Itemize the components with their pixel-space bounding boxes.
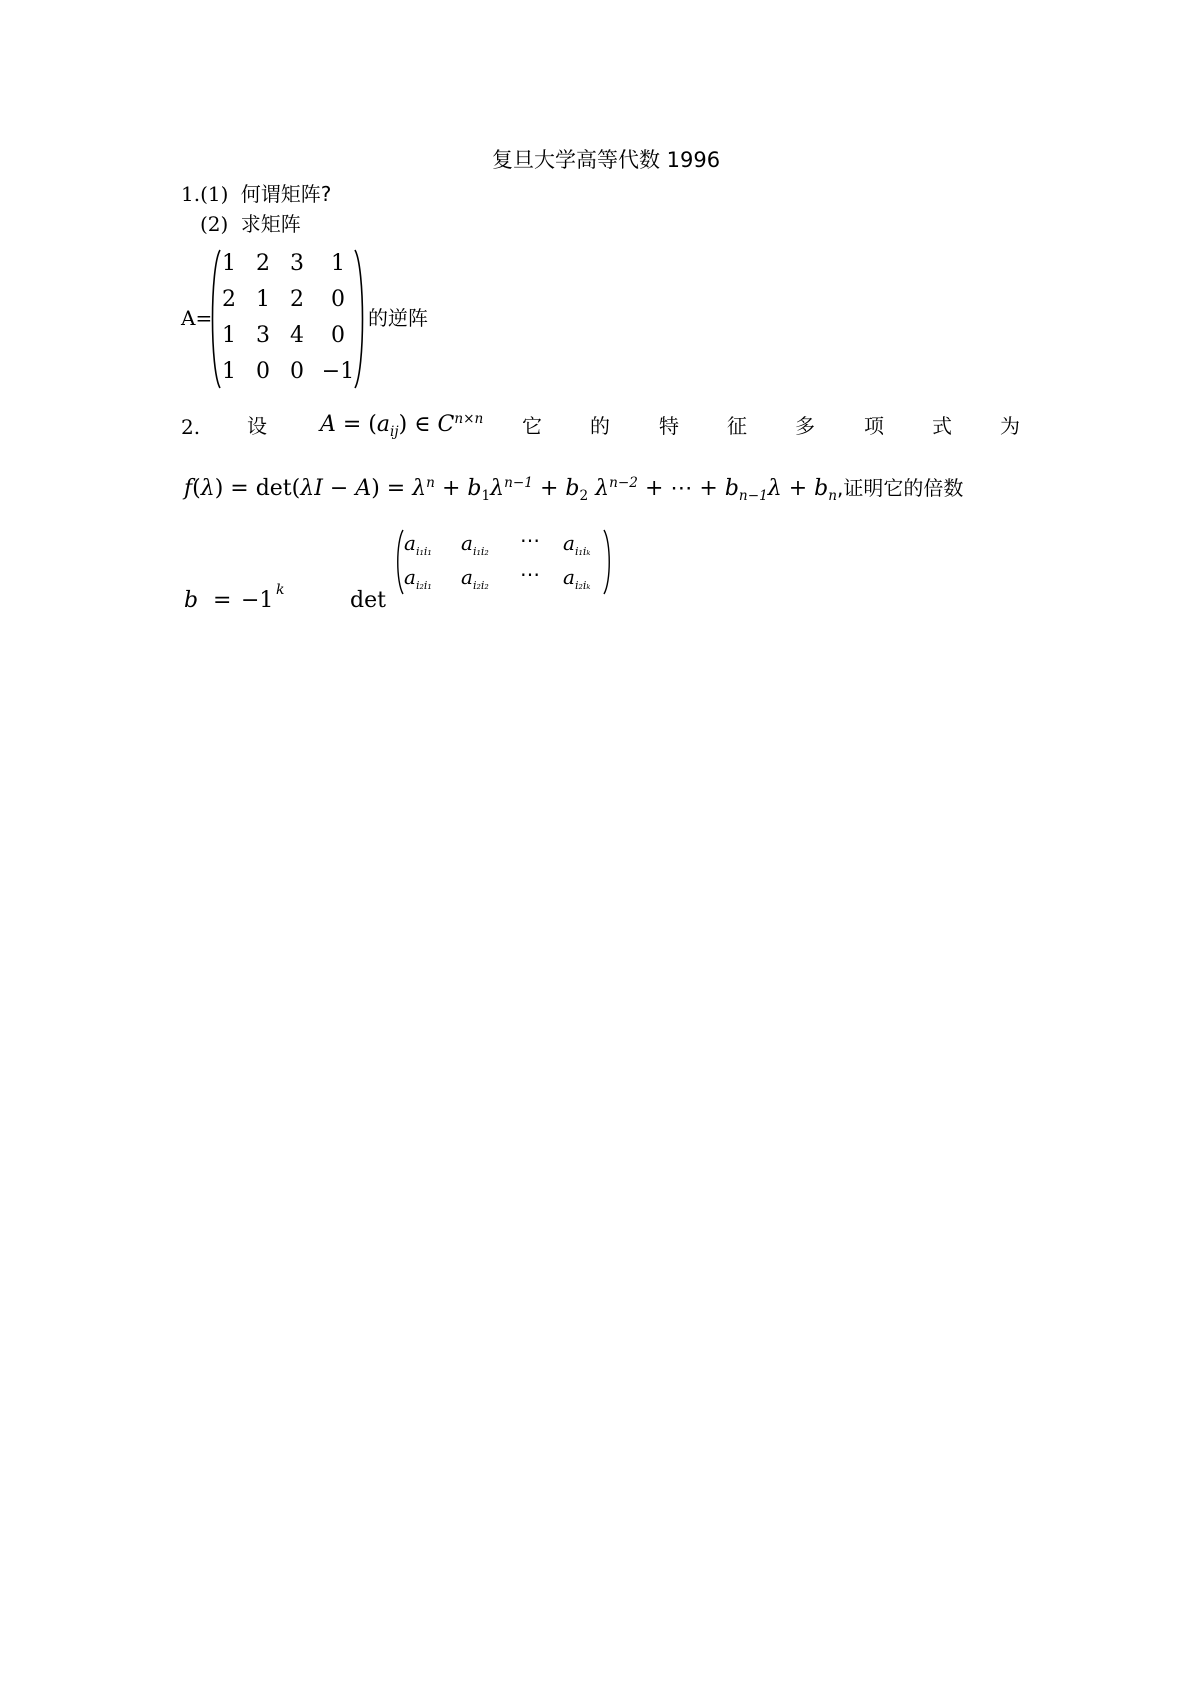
plus: + [434, 476, 468, 501]
plus: + [532, 476, 566, 501]
spread-word: 为 [1000, 414, 1020, 438]
matrix-definition [320, 412, 483, 438]
symbol-b: b [814, 476, 829, 501]
text-det: ) = det( [214, 476, 301, 501]
problem-1-question-1: 何谓矩阵? [240, 182, 332, 206]
subscript-2: 2 [579, 487, 589, 504]
matrix-cell: 3 [290, 251, 304, 276]
symbol-b: b [467, 476, 482, 501]
minor-a: a [404, 531, 416, 555]
minor-cell [520, 528, 540, 552]
minor-right-paren [602, 528, 614, 596]
matrix-cell: 2 [290, 287, 304, 312]
equals-paren: = ( [335, 412, 377, 437]
inverse-suffix: 的逆阵 [368, 306, 428, 330]
matrix-name: A= [181, 306, 213, 330]
symbol-aij: a [376, 412, 391, 437]
subscript-ij: ij [390, 423, 399, 440]
plus-dots: + ⋯ + [637, 476, 725, 501]
equals: ) = [371, 476, 413, 501]
matrix-cell: 1 [222, 323, 236, 348]
problem-1-part-2 [200, 212, 301, 236]
minor-a: a [461, 531, 473, 555]
problem-1-part-1 [181, 182, 331, 206]
coefficient-b: b [184, 588, 199, 613]
minor-dots: ⋯ [520, 528, 540, 552]
superscript-n-2: n−2 [609, 474, 638, 491]
minus: − [322, 476, 356, 501]
plus: + [781, 476, 815, 501]
minor-cell [461, 531, 489, 558]
minor-a: a [563, 531, 575, 555]
spread-word: 它 [522, 414, 542, 438]
spread-word: 式 [932, 414, 952, 438]
matrix-cell: 3 [256, 323, 270, 348]
spread-word: 特 [659, 414, 679, 438]
symbol-c: C [437, 412, 455, 437]
matrix-cell: 2 [222, 287, 236, 312]
element-of: ) ∈ [398, 412, 438, 437]
problem-2-label: 2. [181, 415, 201, 439]
matrix-cell: −1 [321, 359, 355, 384]
exponent-k: k [276, 582, 285, 598]
minor-cell [404, 565, 432, 592]
matrix-cell: 0 [331, 287, 345, 312]
matrix-cell: 0 [256, 359, 270, 384]
symbol-b: b [565, 476, 580, 501]
problem-1-question-2: 求矩阵 [240, 212, 301, 236]
subscript-n: n [828, 487, 838, 504]
symbol-b: b [724, 476, 739, 501]
symbol-lambda: λ [300, 476, 315, 501]
subscript-n-1: n−1 [738, 487, 768, 504]
minor-a: a [404, 565, 416, 589]
matrix-cell: 1 [222, 251, 236, 276]
minor-cell [461, 565, 489, 592]
page-title: 复旦大学高等代数 1996 [492, 148, 721, 172]
prove-text: ,证明它的倍数 [837, 476, 964, 500]
minor-sub: i₁i₁ [415, 544, 432, 558]
minor-a: a [563, 565, 575, 589]
matrix-cell: 0 [331, 323, 345, 348]
minor-sub: i₂i₁ [415, 578, 432, 592]
spread-word: 的 [590, 414, 610, 438]
symbol-f: f [184, 476, 193, 501]
symbol-lambda: λ [200, 476, 215, 501]
matrix-cell: 1 [331, 251, 345, 276]
minor-cell [404, 531, 432, 558]
superscript-n-1: n−1 [504, 474, 533, 491]
symbol-i: I [314, 476, 323, 501]
minor-cell [563, 565, 591, 592]
matrix-cell: 1 [222, 359, 236, 384]
minor-sub: i₂iₖ [574, 578, 591, 592]
minor-sub: i₁i₂ [472, 544, 489, 558]
minor-sub: i₂i₂ [472, 578, 489, 592]
minor-sub: i₁iₖ [574, 544, 591, 558]
superscript-n: n [426, 474, 435, 491]
problem-1-label: 1.(1) [181, 182, 229, 206]
problem-2-word-she: 设 [247, 414, 267, 438]
symbol-lambda: λ [412, 476, 427, 501]
det-label: det [350, 588, 386, 613]
matrix-cell: 0 [290, 359, 304, 384]
symbol-lambda: λ [490, 476, 505, 501]
minor-cell [520, 562, 540, 586]
matrix-cell: 1 [256, 287, 270, 312]
minor-dots: ⋯ [520, 562, 540, 586]
problem-1-label-2: (2) [200, 212, 229, 236]
matrix-cell: 4 [290, 323, 304, 348]
symbol-lambda: λ [595, 476, 610, 501]
subscript-1: 1 [481, 487, 491, 504]
spread-word: 项 [864, 414, 884, 438]
minor-cell [563, 531, 591, 558]
negative-one: −1 [241, 588, 274, 613]
symbol-lambda: λ [767, 476, 782, 501]
spread-word: 征 [727, 414, 747, 438]
symbol-a: A [355, 476, 372, 501]
equals-sign: = [213, 588, 232, 613]
matrix-cell: 2 [256, 251, 270, 276]
minor-a: a [461, 565, 473, 589]
characteristic-polynomial: $f(\lambda) = \det(\lambda I - A) = \lambda^n + b_1\lambda^{n-1} + b_2$ $\lambda^{n-2}$ + ⋯ + $b_{n-1}\lambda + b_n$,证明它的倍数 [184, 474, 964, 504]
spread-word: 多 [795, 414, 815, 438]
symbol-a: A [320, 412, 336, 437]
superscript-nxn: n×n [454, 410, 484, 427]
